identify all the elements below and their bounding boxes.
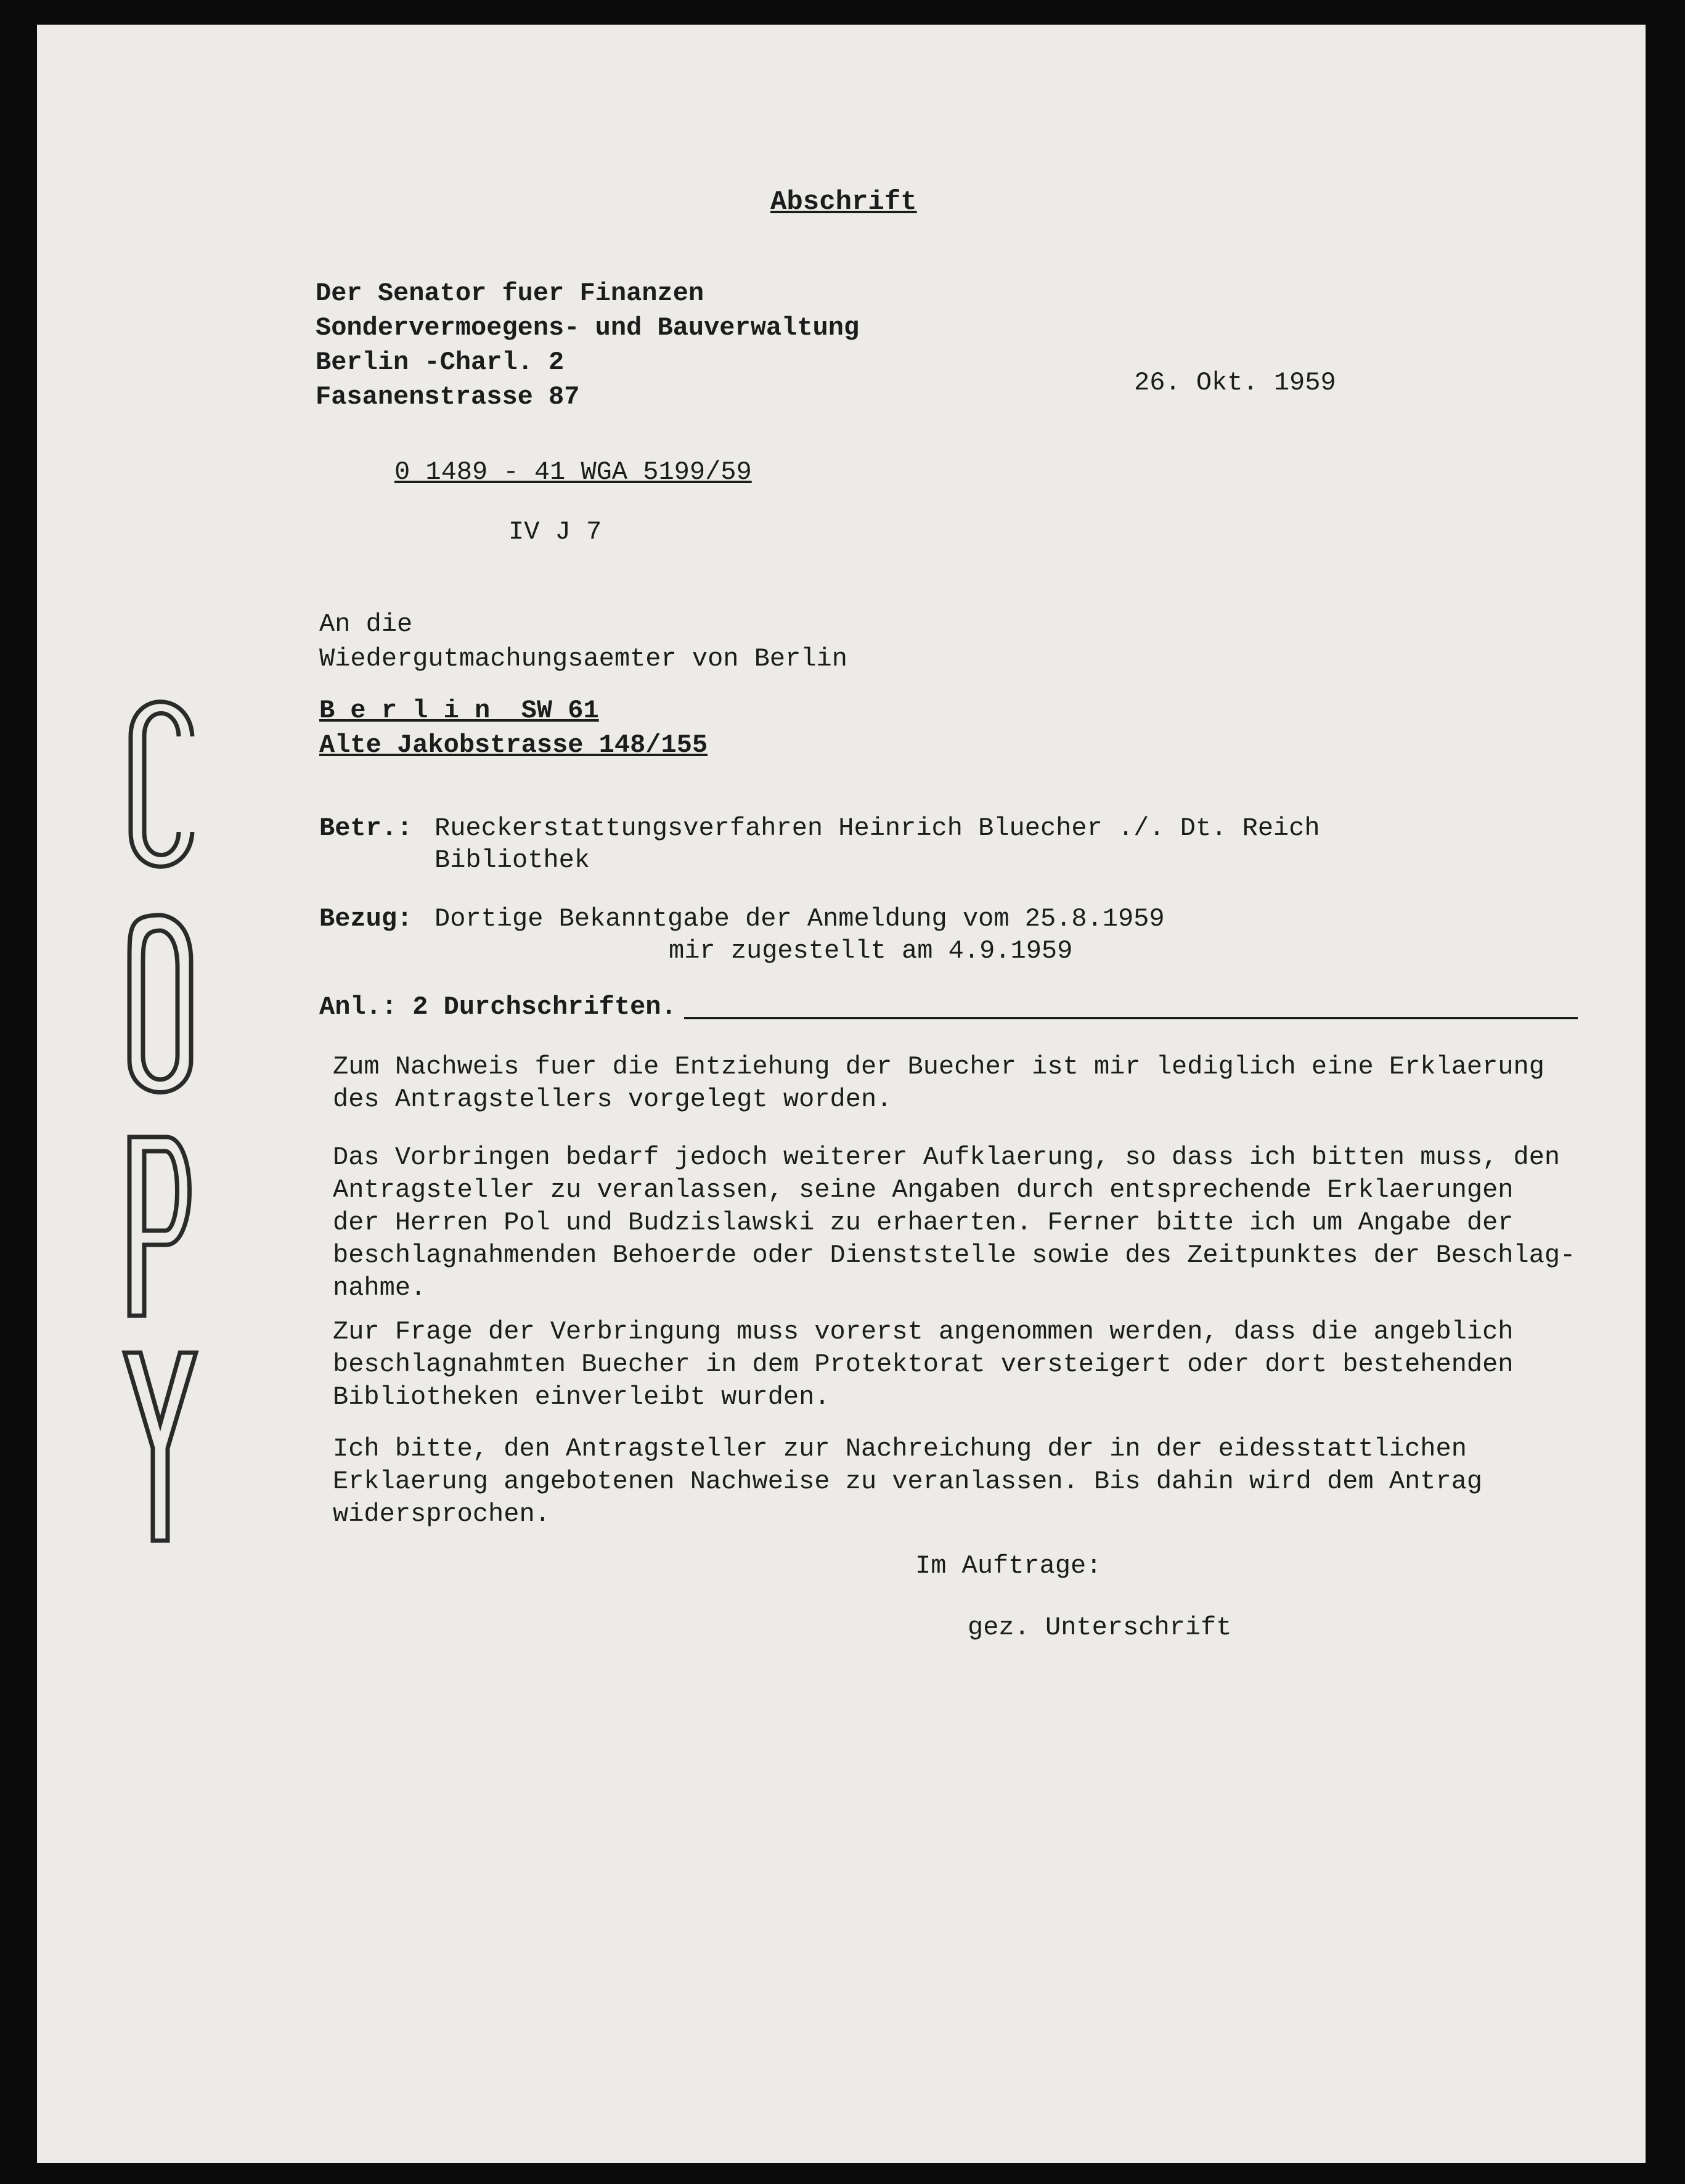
reference-label: Bezug:: [319, 904, 413, 934]
stamp-letter-p: [129, 1137, 190, 1316]
document-page: [37, 25, 1646, 2163]
reference-line-1: Dortige Bekanntgabe der Anmeldung vom 25.8.1959: [435, 904, 1165, 934]
reference-number: 0 1489 - 41 WGA 5199/59: [394, 457, 752, 487]
paragraph-line: Das Vorbringen bedarf jedoch weiterer Aufklaerung, so dass ich bitten muss, den: [333, 1143, 1561, 1172]
closing-text: Im Auftrage:: [915, 1551, 1102, 1581]
separator-line: [684, 1017, 1578, 1019]
sender-line: Fasanenstrasse 87: [316, 382, 580, 412]
subject-label: Betr.:: [319, 813, 413, 843]
city-line: B e r l i n SW 61: [319, 696, 599, 725]
recipient-address: [319, 693, 708, 762]
signature-text: gez. Unterschrift: [968, 1613, 1232, 1642]
stamp-letter-c: [131, 702, 192, 867]
stamp-letter-y: [124, 1353, 196, 1541]
reference-line-2: mir zugestellt am 4.9.1959: [669, 936, 1073, 966]
paragraph-line: nahme.: [333, 1273, 426, 1303]
body-paragraph-3: [333, 1316, 1596, 1414]
recipient-line: Wiedergutmachungsaemter von Berlin: [319, 644, 847, 674]
subject-line: Rueckerstattungsverfahren Heinrich Bluecher ./. Dt. Reich: [435, 813, 1320, 843]
paragraph-line: des Antragstellers vorgelegt worden.: [333, 1085, 892, 1114]
paragraph-line: beschlagnahmten Buecher in dem Protektorat versteigert oder dort bestehenden: [333, 1350, 1514, 1379]
sender-block: [316, 276, 859, 414]
paragraph-line: Ich bitte, den Antragsteller zur Nachreichung der in der eidesstattlichen: [333, 1434, 1467, 1464]
paragraph-line: Zum Nachweis fuer die Entziehung der Buecher ist mir lediglich eine Erklaerung: [333, 1052, 1544, 1082]
sender-line: Berlin -Charl. 2: [316, 348, 565, 377]
body-paragraph-2: [333, 1141, 1596, 1305]
paragraph-line: Bibliotheken einverleibt wurden.: [333, 1382, 830, 1412]
paragraph-line: beschlagnahmenden Behoerde oder Dienststelle sowie des Zeitpunktes der Beschlag-: [333, 1241, 1576, 1270]
paragraph-line: Erklaerung angebotenen Nachweise zu veranlassen. Bis dahin wird dem Antrag: [333, 1467, 1483, 1496]
subject-line: Bibliothek: [435, 845, 590, 875]
recipient-line: An die: [319, 609, 413, 639]
reference-department: IV J 7: [508, 517, 602, 547]
recipient-block: [319, 607, 847, 676]
paragraph-line: Zur Frage der Verbringung muss vorerst angenommen werden, dass die angeblich: [333, 1317, 1514, 1347]
paragraph-line: der Herren Pol und Budzislawski zu erhaerten. Ferner bitte ich um Angabe der: [333, 1208, 1514, 1237]
subject-text: [435, 812, 1320, 876]
body-paragraph-4: [333, 1433, 1596, 1531]
enclosures: Anl.: 2 Durchschriften.: [319, 992, 677, 1022]
letter-date: 26. Okt. 1959: [1134, 368, 1336, 397]
sender-line: Der Senator fuer Finanzen: [316, 279, 704, 308]
sender-line: Sondervermoegens- und Bauverwaltung: [316, 313, 860, 343]
street-line: Alte Jakobstrasse 148/155: [319, 730, 708, 760]
paragraph-line: Antragsteller zu veranlassen, seine Angaben durch entsprechende Erklaerungen: [333, 1175, 1514, 1205]
stamp-letter-o: [129, 915, 191, 1093]
document-title: Abschrift: [770, 187, 917, 218]
body-paragraph-1: [333, 1051, 1596, 1116]
paragraph-line: widersprochen.: [333, 1499, 550, 1529]
copy-stamp: [117, 678, 203, 1553]
